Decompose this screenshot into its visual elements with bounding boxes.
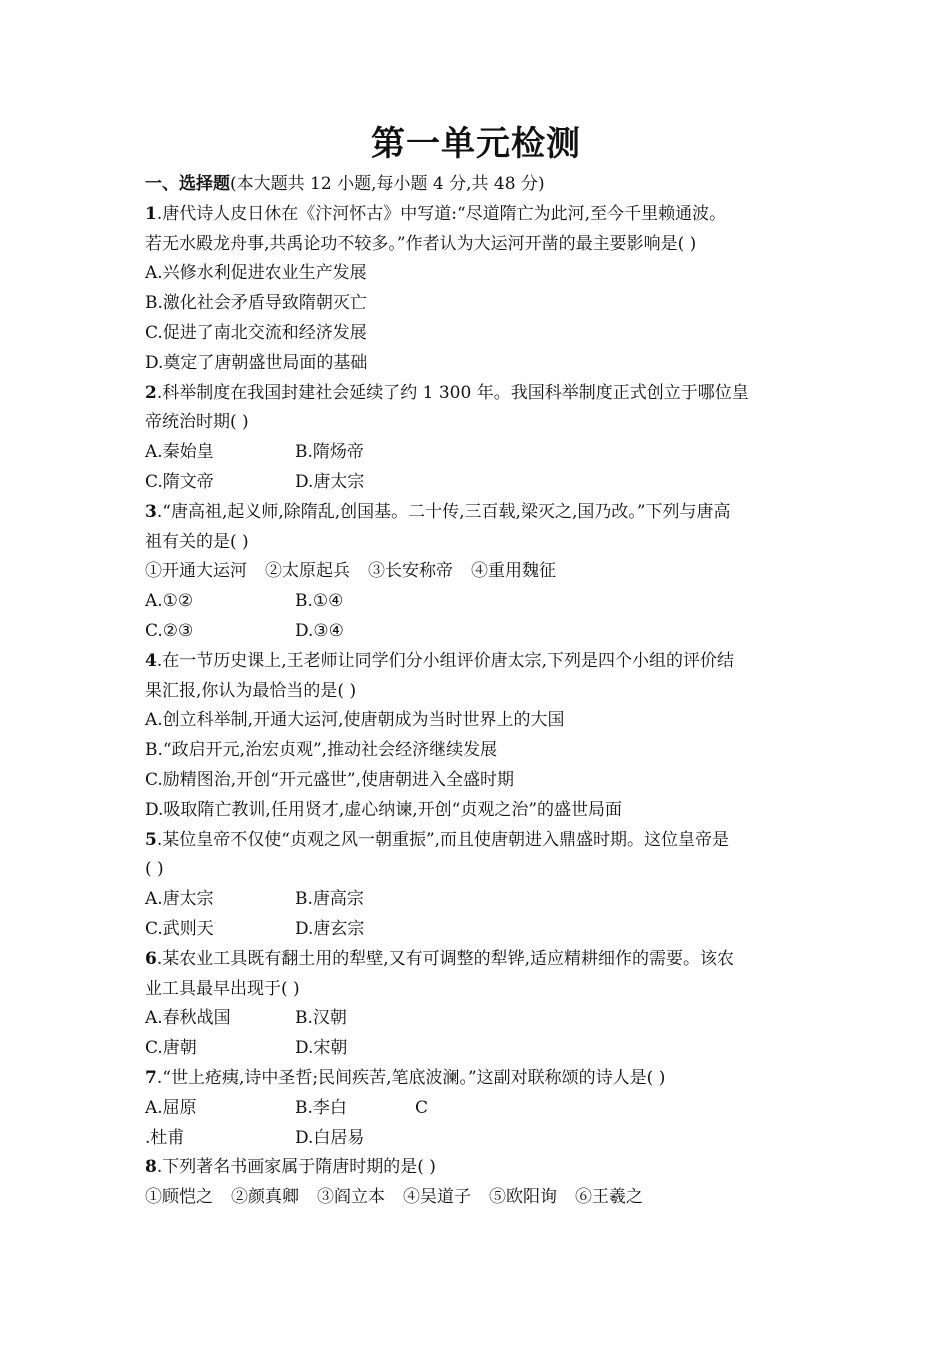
option-a[interactable]: A.①② xyxy=(145,591,194,612)
option-c[interactable]: C.隋文帝 xyxy=(145,471,214,492)
option-d[interactable]: D.唐太宗 xyxy=(295,471,365,492)
question-3-line-2: 祖有关的是( ) xyxy=(145,531,249,552)
option-c-text[interactable]: .杜甫 xyxy=(145,1127,185,1148)
option-row xyxy=(145,438,815,468)
item: ⑥王羲之 xyxy=(575,1187,643,1208)
option-c[interactable]: C.武则天 xyxy=(145,918,214,939)
option-d[interactable]: D.宋朝 xyxy=(295,1038,348,1059)
option-row xyxy=(145,468,815,498)
option-b[interactable]: B.隋炀帝 xyxy=(295,442,364,463)
option-d[interactable]: D.奠定了唐朝盛世局面的基础 xyxy=(145,352,368,373)
option-row xyxy=(145,1124,815,1154)
option-c[interactable]: C.②③ xyxy=(145,620,194,641)
item: ④重用魏征 xyxy=(471,561,556,582)
option-d[interactable]: D.③④ xyxy=(295,620,344,641)
option-b[interactable]: B.①④ xyxy=(295,591,344,612)
question-number: 3 xyxy=(145,501,157,522)
exam-content xyxy=(145,170,815,1213)
question-number: 6 xyxy=(145,948,157,969)
question-number: 1 xyxy=(145,203,157,224)
question-number: 8 xyxy=(145,1157,157,1178)
question-text: .在一节历史课上,王老师让同学们分小组评价唐太宗,下列是四个小组的评价结 xyxy=(156,650,735,671)
question-5-line-2: ( ) xyxy=(145,859,164,880)
option-c-fragment[interactable]: C xyxy=(415,1097,429,1118)
question-2-line-2: 帝统治时期( ) xyxy=(145,412,249,433)
item: ③阎立本 xyxy=(317,1187,385,1208)
question-7-line-1 xyxy=(145,1064,815,1094)
option-a[interactable]: A.春秋战国 xyxy=(145,1008,231,1029)
option-row xyxy=(145,1034,815,1064)
option-b[interactable]: B.唐高宗 xyxy=(295,889,364,910)
question-3-line-1 xyxy=(145,498,815,528)
option-b[interactable]: B.激化社会矛盾导致隋朝灭亡 xyxy=(145,293,367,314)
page-title: 第一单元检测 xyxy=(371,124,581,164)
option-row xyxy=(145,617,815,647)
question-6-line-2: 业工具最早出现于( ) xyxy=(145,978,300,999)
question-text: .科举制度在我国封建社会延续了约 1 300 年。我国科举制度正式创立于哪位皇 xyxy=(156,382,749,403)
option-d[interactable]: D.唐玄宗 xyxy=(295,918,365,939)
option-b[interactable]: B.“政启开元,治宏贞观”,推动社会经济继续发展 xyxy=(145,740,498,761)
question-1-line-1 xyxy=(145,200,815,230)
section-heading xyxy=(145,170,815,200)
option-row xyxy=(145,1004,815,1034)
question-number: 7 xyxy=(145,1067,157,1088)
option-row xyxy=(145,587,815,617)
option-c[interactable]: C.唐朝 xyxy=(145,1038,197,1059)
option-a[interactable]: A.秦始皇 xyxy=(145,442,214,463)
item: ⑤欧阳询 xyxy=(489,1187,557,1208)
item-list xyxy=(145,557,815,587)
option-row xyxy=(145,1094,815,1124)
question-1-line-2: 若无水殿龙舟事,共禹论功不较多。”作者认为大运河开凿的最主要影响是( ) xyxy=(145,233,697,254)
option-c[interactable]: C.励精图治,开创“开元盛世”,使唐朝进入全盛时期 xyxy=(145,769,514,790)
question-text: .“世上疮痍,诗中圣哲;民间疾苦,笔底波澜。”这副对联称颂的诗人是( ) xyxy=(156,1067,666,1088)
option-b[interactable]: B.汉朝 xyxy=(295,1008,347,1029)
item: ②太原起兵 xyxy=(265,561,350,582)
question-number: 2 xyxy=(145,382,157,403)
question-text: .“唐高祖,起义师,除隋乱,创国基。二十传,三百载,梁灭之,国乃改。”下列与唐高 xyxy=(156,501,731,522)
section-note: (本大题共 12 小题,每小题 4 分,共 48 分) xyxy=(230,174,545,194)
question-text: .下列著名书画家属于隋唐时期的是( ) xyxy=(156,1157,436,1178)
question-4-line-1 xyxy=(145,647,815,677)
question-2-line-1 xyxy=(145,379,815,409)
option-a[interactable]: A.屈原 xyxy=(145,1097,197,1118)
option-row xyxy=(145,885,815,915)
question-text: .某农业工具既有翻土用的犁壁,又有可调整的犁铧,适应精耕细作的需要。该农 xyxy=(156,948,735,969)
option-row xyxy=(145,915,815,945)
question-number: 5 xyxy=(145,829,157,850)
item-list xyxy=(145,1183,815,1213)
option-a[interactable]: A.创立科举制,开通大运河,使唐朝成为当时世界上的大国 xyxy=(145,710,565,731)
option-d[interactable]: D.吸取隋亡教训,任用贤才,虚心纳谏,开创“贞观之治”的盛世局面 xyxy=(145,799,623,820)
question-4-line-2: 果汇报,你认为最恰当的是( ) xyxy=(145,680,357,701)
question-5-line-1 xyxy=(145,826,815,856)
question-number: 4 xyxy=(145,650,157,671)
question-text: .唐代诗人皮日休在《汴河怀古》中写道:“尽道隋亡为此河,至今千里赖通波。 xyxy=(156,203,727,224)
option-b[interactable]: B.李白 xyxy=(295,1097,347,1118)
item: ①顾恺之 xyxy=(145,1187,213,1208)
option-d[interactable]: D.白居易 xyxy=(295,1127,365,1148)
question-8-line-1 xyxy=(145,1153,815,1183)
section-head-label: 一、选择题 xyxy=(145,174,230,194)
option-c[interactable]: C.促进了南北交流和经济发展 xyxy=(145,322,367,343)
option-a[interactable]: A.唐太宗 xyxy=(145,889,214,910)
item: ②颜真卿 xyxy=(231,1187,299,1208)
question-text: .某位皇帝不仅使“贞观之风一朝重振”,而且使唐朝进入鼎盛时期。这位皇帝是 xyxy=(156,829,730,850)
option-a[interactable]: A.兴修水利促进农业生产发展 xyxy=(145,263,367,284)
item: ③长安称帝 xyxy=(368,561,453,582)
item: ④吴道子 xyxy=(403,1187,471,1208)
question-6-line-1 xyxy=(145,945,815,975)
item: ①开通大运河 xyxy=(145,561,247,582)
